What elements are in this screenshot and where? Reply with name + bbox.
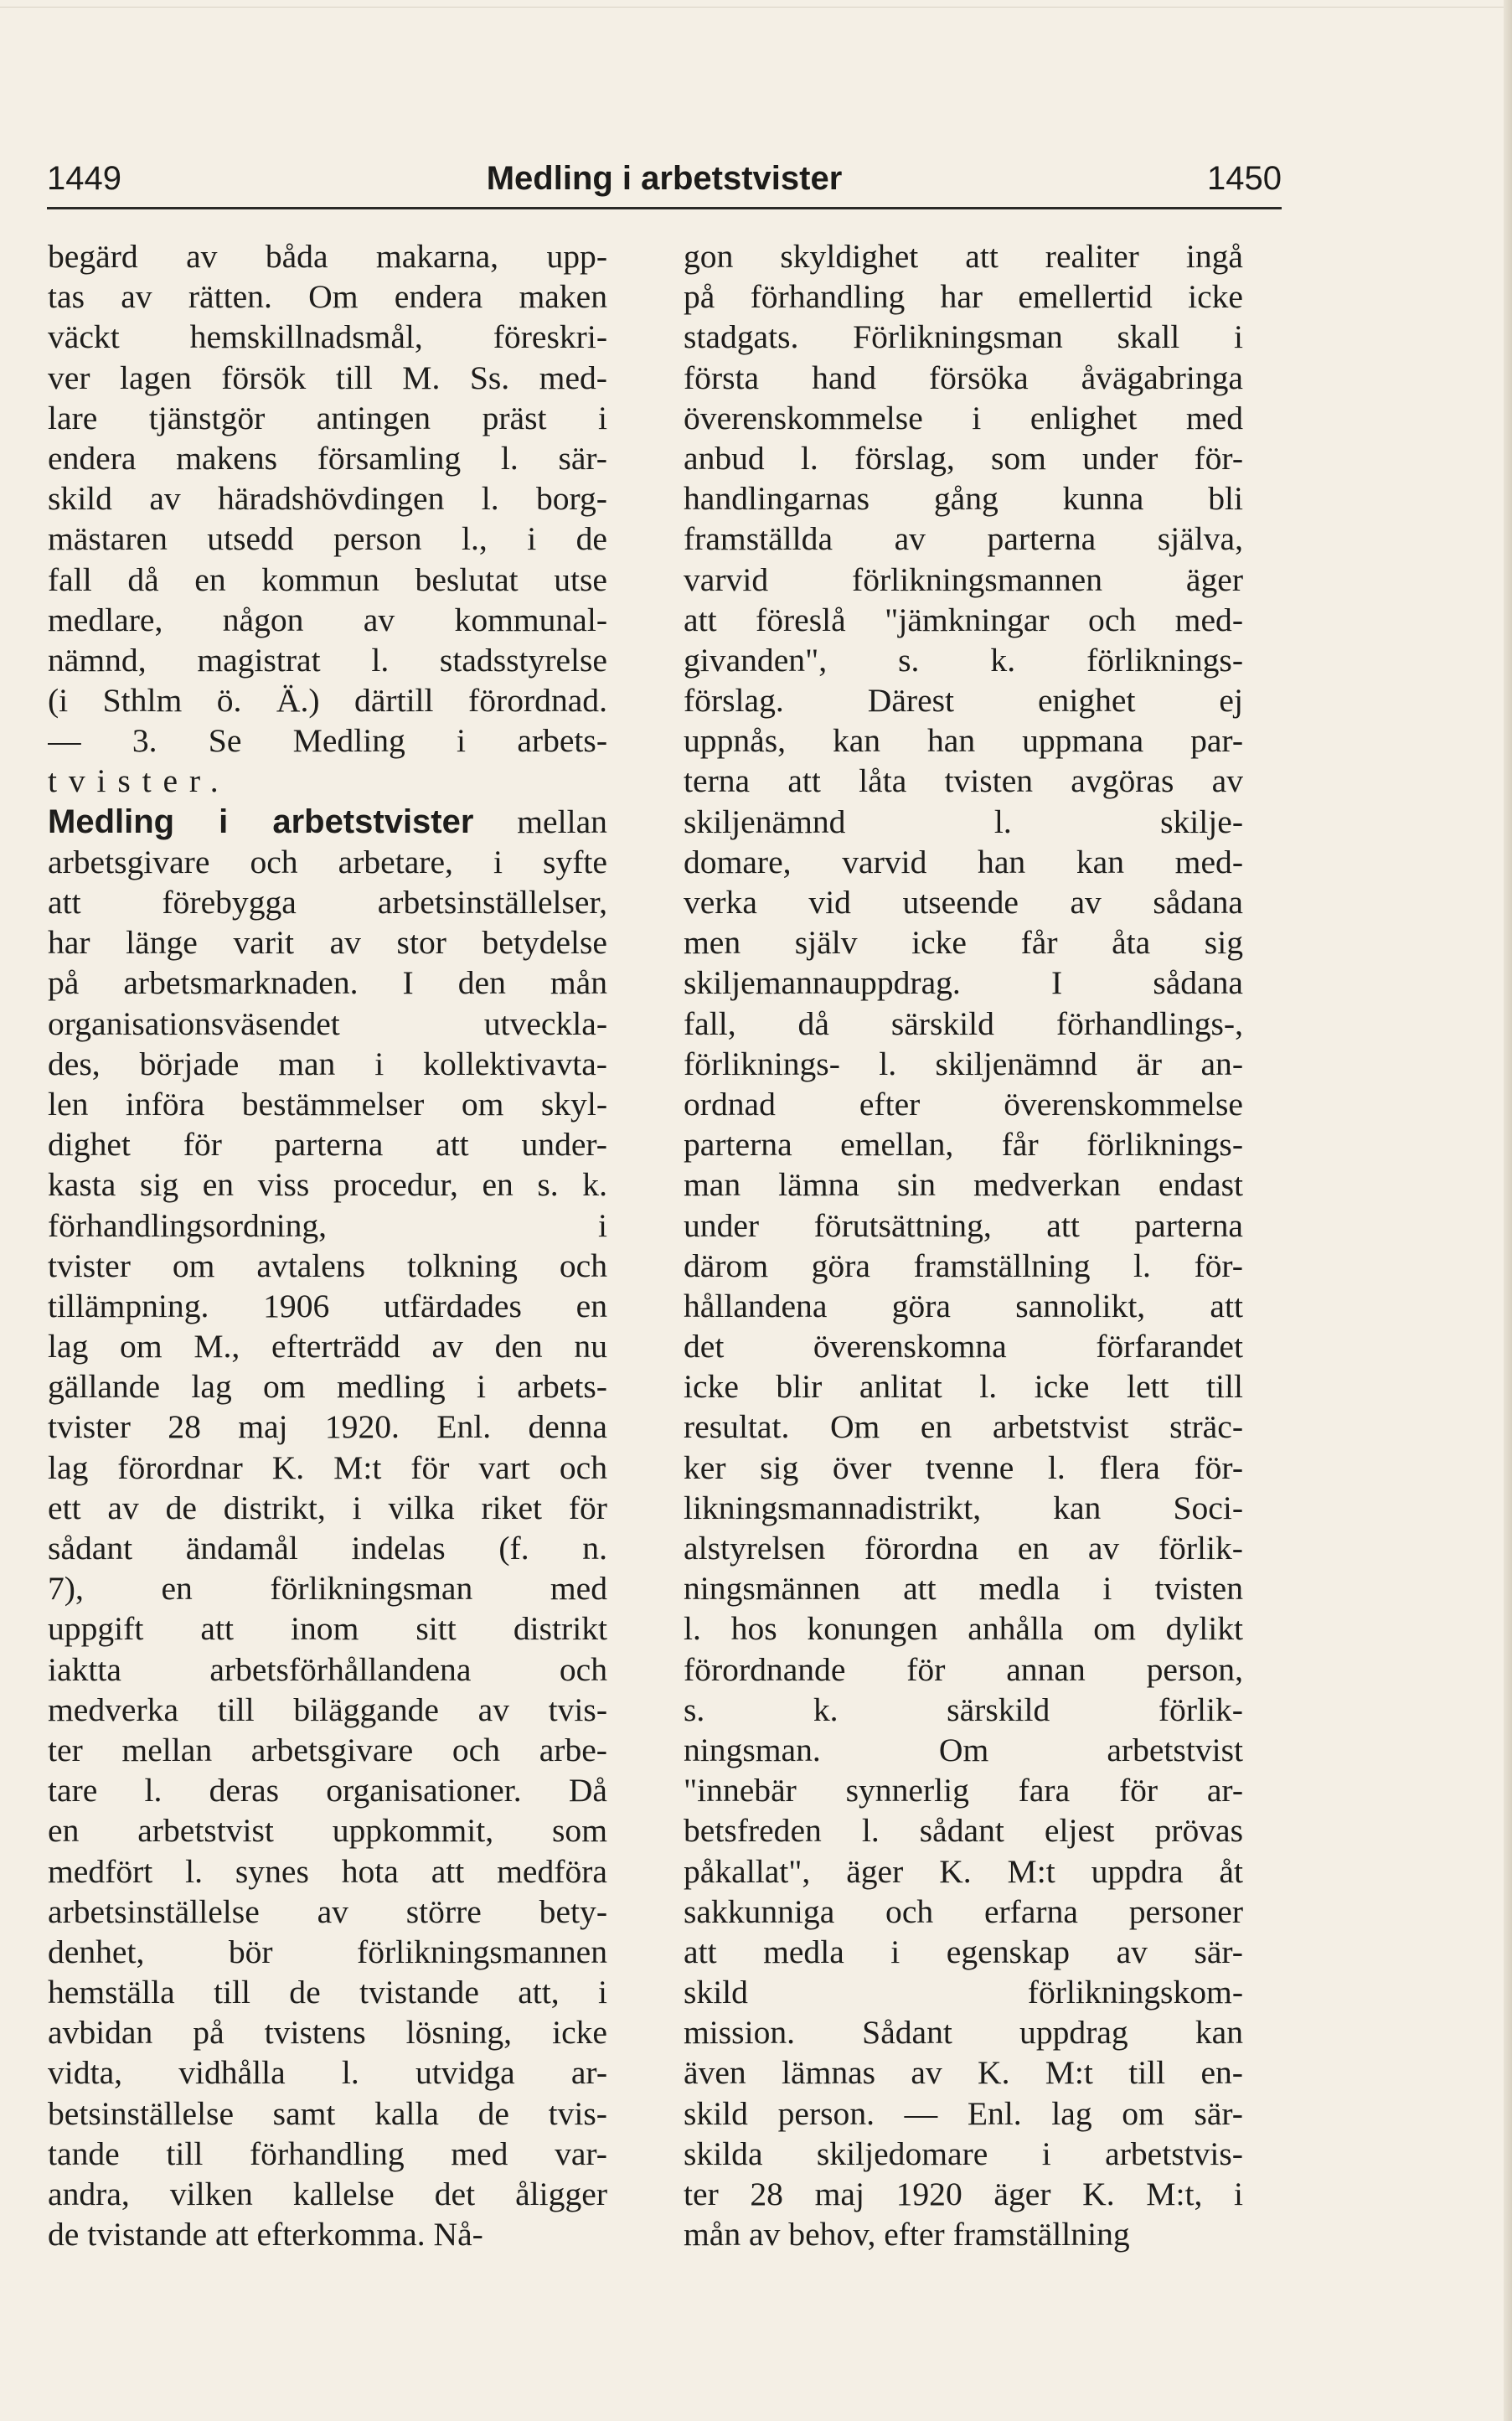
text-line: framställda av parterna själva,: [684, 520, 1243, 558]
text-line: skild av häradshövdingen l. borg-: [48, 480, 607, 518]
text-line: förliknings- l. skiljenämnd är an-: [684, 1045, 1243, 1082]
text-line: under förutsättning, att parterna: [684, 1206, 1243, 1244]
text-line: nämnd, magistrat l. stadsstyrelse: [48, 641, 607, 679]
text-line: arbetsinställelse av större bety-: [48, 1892, 607, 1930]
text-line: mission. Sådant uppdrag kan: [684, 2014, 1243, 2052]
text-line: ver lagen försök till M. Ss. med-: [48, 359, 607, 396]
text-line: givanden", s. k. förliknings-: [684, 641, 1243, 679]
text-line: tande till förhandling med var-: [48, 2135, 607, 2172]
text-line: skilda skiljedomare i arbetstvis-: [684, 2135, 1243, 2172]
text-line: man lämna sin medverkan endast: [684, 1166, 1243, 1204]
text-line: ker sig över tvenne l. flera för-: [684, 1448, 1243, 1486]
text-line: arbetsgivare och arbetare, i syfte: [48, 843, 607, 880]
text-line: förordnande för annan person,: [684, 1650, 1243, 1688]
text-line: denhet, bör förlikningsmannen: [48, 1933, 607, 1970]
text-line: överenskommelse i enlighet med: [684, 399, 1243, 436]
text-line: medverka till biläggande av tvis-: [48, 1691, 607, 1728]
text-line: väckt hemskillnadsmål, föreskri-: [48, 318, 607, 356]
text-line: en arbetstvist uppkommit, som: [48, 1812, 607, 1850]
text-line: organisationsväsendet utveckla-: [48, 1004, 607, 1042]
text-line: förslag. Därest enighet ej: [684, 682, 1243, 720]
text-line: första hand försöka åvägabringa: [684, 359, 1243, 396]
text-line: lag förordnar K. M:t för vart och: [48, 1448, 607, 1486]
text-line: tvister 28 maj 1920. Enl. denna: [48, 1408, 607, 1446]
text-line: kasta sig en viss procedur, en s. k.: [48, 1166, 607, 1204]
text-line: har länge varit av stor betydelse: [48, 924, 607, 962]
text-line: sådant ändamål indelas (f. n.: [48, 1530, 607, 1567]
text-line: l. hos konungen anhålla om dylikt: [684, 1610, 1243, 1648]
text-line: s. k. särskild förlik-: [684, 1691, 1243, 1728]
text-line: verka vid utseende av sådana: [684, 884, 1243, 921]
text-line: uppgift att inom sitt distrikt: [48, 1610, 607, 1648]
text-line: Medling i arbetstvister mellan: [48, 803, 607, 840]
text-line: dighet för parterna att under-: [48, 1126, 607, 1164]
text-line: alstyrelsen förordna en av förlik-: [684, 1530, 1243, 1567]
text-line: lare tjänstgör antingen präst i: [48, 399, 607, 436]
text-line: medfört l. synes hota att medföra: [48, 1852, 607, 1890]
text-line: stadgats. Förlikningsman skall i: [684, 318, 1243, 356]
text-line: hemställa till de tvistande att, i: [48, 1974, 607, 2011]
left-text-column: [48, 236, 607, 2254]
text-line: fall, då särskild förhandlings-,: [684, 1004, 1243, 1042]
text-line: tas av rätten. Om endera maken: [48, 278, 607, 316]
header-rule: [47, 207, 1282, 209]
text-line: skild förlikningskom-: [684, 1974, 1243, 2011]
text-line: (i Sthlm ö. Ä.) därtill förordnad.: [48, 682, 607, 720]
text-line: därom göra framställning l. för-: [684, 1247, 1243, 1284]
text-line: likningsmannadistrikt, kan Soci-: [684, 1489, 1243, 1526]
text-line: ter 28 maj 1920 äger K. M:t, i: [684, 2176, 1243, 2212]
text-line: ter mellan arbetsgivare och arbe-: [48, 1731, 607, 1768]
text-line: tvister.: [48, 762, 230, 800]
text-line: hållandena göra sannolikt, att: [684, 1287, 1243, 1324]
entry-headword: Medling i arbetstvister: [48, 803, 474, 840]
text-line: tillämpning. 1906 utfärdades en: [48, 1287, 607, 1324]
text-line: icke blir anlitat l. icke lett till: [684, 1368, 1243, 1406]
right-text-column: [684, 236, 1243, 2254]
text-line: tare l. deras organisationer. Då: [48, 1772, 607, 1809]
text-line: ett av de distrikt, i vilka riket för: [48, 1489, 607, 1526]
text-line: betsfreden l. sådant eljest prövas: [684, 1812, 1243, 1850]
text-line: skiljenämnd l. skilje-: [684, 803, 1243, 840]
text-line: "innebär synnerlig fara för ar-: [684, 1772, 1243, 1809]
text-line: parterna emellan, får förliknings-: [684, 1126, 1243, 1164]
text-line: skild person. — Enl. lag om sär-: [684, 2094, 1243, 2132]
text-line: avbidan på tvistens lösning, icke: [48, 2014, 607, 2052]
text-line: påkallat", äger K. M:t uppdra åt: [684, 1852, 1243, 1890]
text-line: ningsman. Om arbetstvist: [684, 1731, 1243, 1768]
text-line: begärd av båda makarna, upp-: [48, 238, 607, 275]
page-number-left: 1449: [47, 160, 121, 197]
text-line: det överenskomna förfarandet: [684, 1328, 1243, 1365]
text-line: tvister om avtalens tolkning och: [48, 1247, 607, 1284]
page-edge-shadow: [1504, 0, 1512, 2421]
text-line: andra, vilken kallelse det åligger: [48, 2176, 607, 2212]
text-line: att medla i egenskap av sär-: [684, 1933, 1243, 1970]
text-line: mästaren utsedd person l., i de: [48, 520, 607, 558]
text-line: men själv icke får åta sig: [684, 924, 1243, 962]
text-line: på förhandling har emellertid icke: [684, 278, 1243, 316]
text-line: även lämnas av K. M:t till en-: [684, 2054, 1243, 2092]
text-line: iaktta arbetsförhållandena och: [48, 1650, 607, 1688]
page-number-right: 1450: [1207, 160, 1282, 197]
text-line: fall då en kommun beslutat utse: [48, 560, 607, 598]
running-title: Medling i arbetstvister: [486, 160, 843, 197]
text-line: domare, varvid han kan med-: [684, 843, 1243, 880]
text-line: varvid förlikningsmannen äger: [684, 560, 1243, 598]
text-line: terna att låta tvisten avgöras av: [684, 762, 1243, 800]
text-line: len införa bestämmelser om skyl-: [48, 1085, 607, 1123]
text-line: att föreslå "jämkningar och med-: [684, 601, 1243, 638]
text-line: vidta, vidhålla l. utvidga ar-: [48, 2054, 607, 2092]
text-line: medlare, någon av kommunal-: [48, 601, 607, 638]
text-line: 7), en förlikningsman med: [48, 1570, 607, 1608]
text-line: des, började man i kollektivavta-: [48, 1045, 607, 1082]
text-line: gällande lag om medling i arbets-: [48, 1368, 607, 1406]
scan-edge-line: [0, 7, 1512, 8]
text-line: mån av behov, efter framställning: [684, 2216, 1130, 2253]
text-line: lag om M., efterträdd av den nu: [48, 1328, 607, 1365]
text-line: de tvistande att efterkomma. Nå-: [48, 2216, 483, 2253]
text-line: — 3. Se Medling i arbets-: [48, 722, 607, 760]
text-line: på arbetsmarknaden. I den mån: [48, 964, 607, 1002]
text-line: skiljemannauppdrag. I sådana: [684, 964, 1243, 1002]
text-line: uppnås, kan han uppmana par-: [684, 722, 1243, 760]
text-line: handlingarnas gång kunna bli: [684, 480, 1243, 518]
text-line: endera makens församling l. sär-: [48, 439, 607, 477]
text-line: anbud l. förslag, som under för-: [684, 439, 1243, 477]
text-line: betsinställelse samt kalla de tvis-: [48, 2094, 607, 2132]
text-line: att förebygga arbetsinställelser,: [48, 884, 607, 921]
text-line: ordnad efter överenskommelse: [684, 1085, 1243, 1123]
text-line: ningsmännen att medla i tvisten: [684, 1570, 1243, 1608]
running-header: [47, 157, 1282, 199]
text-line: sakkunniga och erfarna personer: [684, 1892, 1243, 1930]
text-line: gon skyldighet att realiter ingå: [684, 238, 1243, 275]
text-line: förhandlingsordning, i: [48, 1206, 607, 1244]
text-line: resultat. Om en arbetstvist sträc-: [684, 1408, 1243, 1446]
